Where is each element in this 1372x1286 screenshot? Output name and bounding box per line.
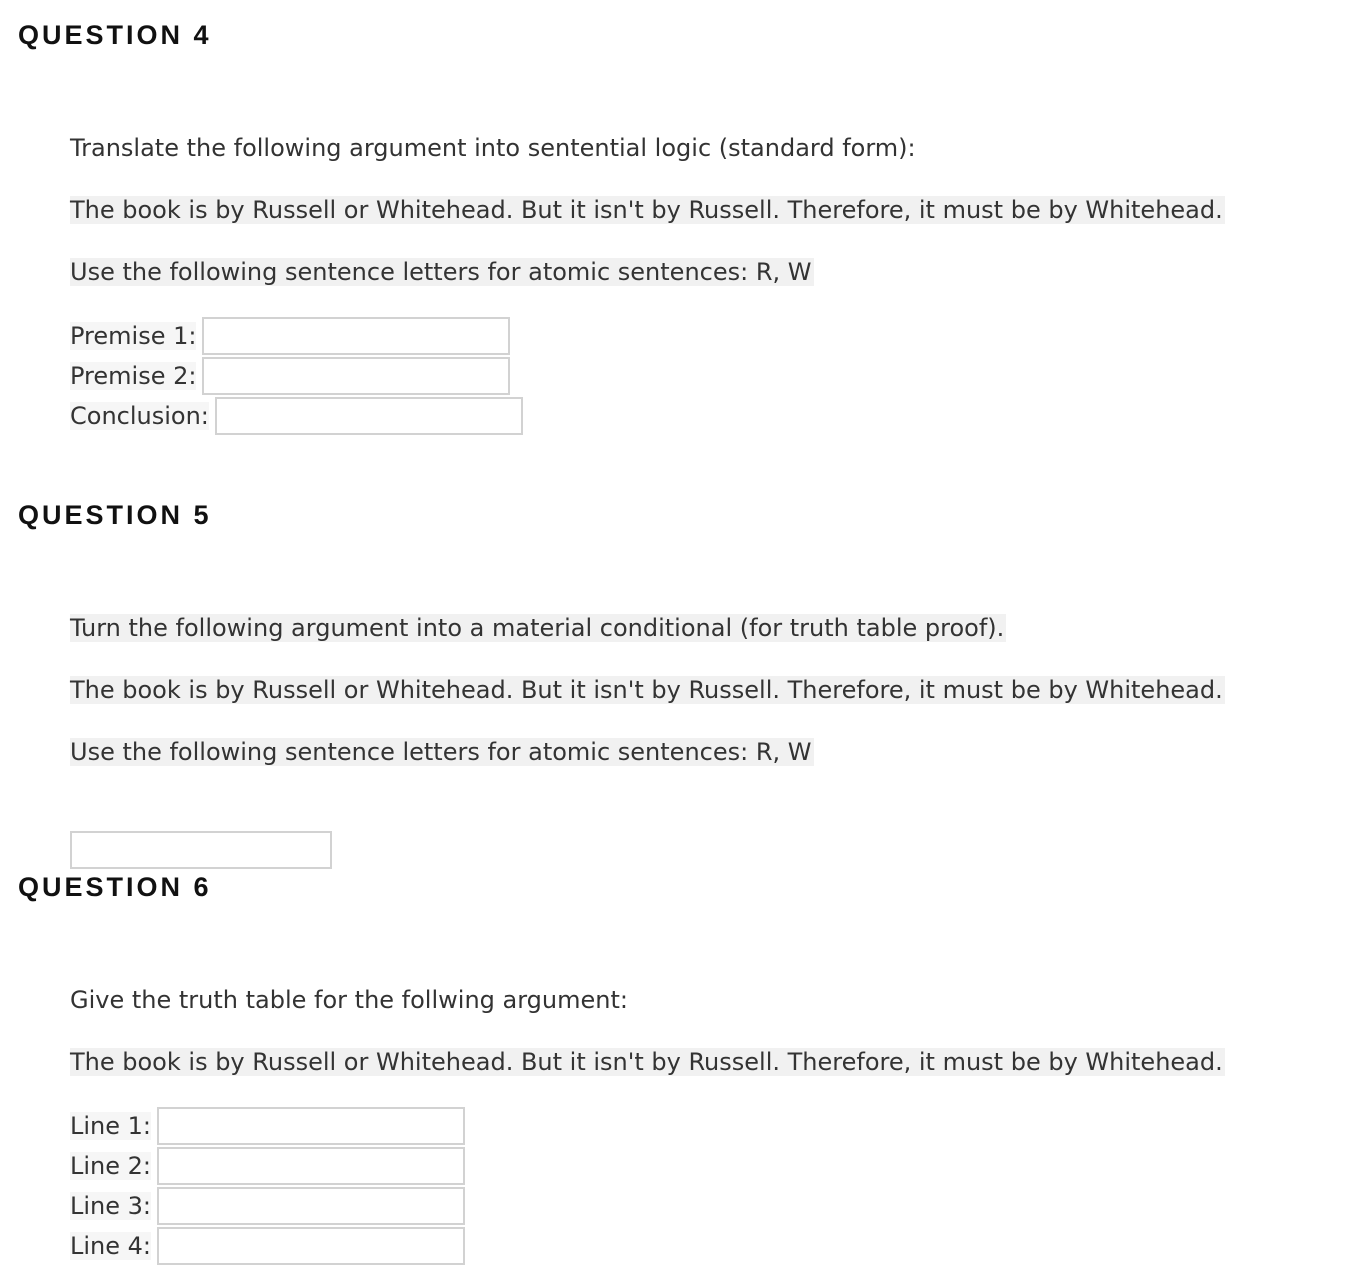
question-4-heading: QUESTION 4 — [18, 20, 212, 50]
question-5-instruction: Turn the following argument into a material conditional (for truth table proof). — [70, 614, 1005, 642]
premise-1-row — [70, 317, 510, 355]
question-6-heading: QUESTION 6 — [18, 872, 212, 902]
truth-line-2-row — [70, 1147, 465, 1185]
question-6-argument: The book is by Russell or Whitehead. But it isn't by Russell. Therefore, it must be by Whitehead. — [70, 1048, 1223, 1076]
premise-2-input[interactable] — [202, 357, 510, 395]
truth-line-4-input[interactable] — [157, 1227, 465, 1265]
truth-line-1-label: Line 1: — [70, 1112, 151, 1140]
premise-2-label: Premise 2: — [70, 362, 197, 390]
question-6-instruction: Give the truth table for the follwing argument: — [70, 986, 628, 1014]
question-5-letters-note: Use the following sentence letters for atomic sentences: R, W — [70, 738, 812, 766]
truth-line-3-input[interactable] — [157, 1187, 465, 1225]
premise-1-label: Premise 1: — [70, 322, 197, 350]
truth-line-4-row — [70, 1227, 465, 1265]
truth-line-3-row — [70, 1187, 465, 1225]
question-4-instruction: Translate the following argument into sentential logic (standard form): — [70, 134, 916, 162]
question-4-letters-note: Use the following sentence letters for atomic sentences: R, W — [70, 258, 812, 286]
truth-line-2-input[interactable] — [157, 1147, 465, 1185]
question-4-argument: The book is by Russell or Whitehead. But it isn't by Russell. Therefore, it must be by Whitehead. — [70, 196, 1223, 224]
conclusion-row — [70, 397, 523, 435]
truth-line-1-row — [70, 1107, 465, 1145]
truth-line-3-label: Line 3: — [70, 1192, 151, 1220]
conclusion-label: Conclusion: — [70, 402, 209, 430]
premise-2-row — [70, 357, 510, 395]
material-conditional-input[interactable] — [70, 831, 332, 869]
question-5-argument: The book is by Russell or Whitehead. But it isn't by Russell. Therefore, it must be by Whitehead. — [70, 676, 1223, 704]
truth-line-4-label: Line 4: — [70, 1232, 151, 1260]
premise-1-input[interactable] — [202, 317, 510, 355]
truth-line-2-label: Line 2: — [70, 1152, 151, 1180]
question-5-heading: QUESTION 5 — [18, 500, 212, 530]
conclusion-input[interactable] — [215, 397, 523, 435]
truth-line-1-input[interactable] — [157, 1107, 465, 1145]
